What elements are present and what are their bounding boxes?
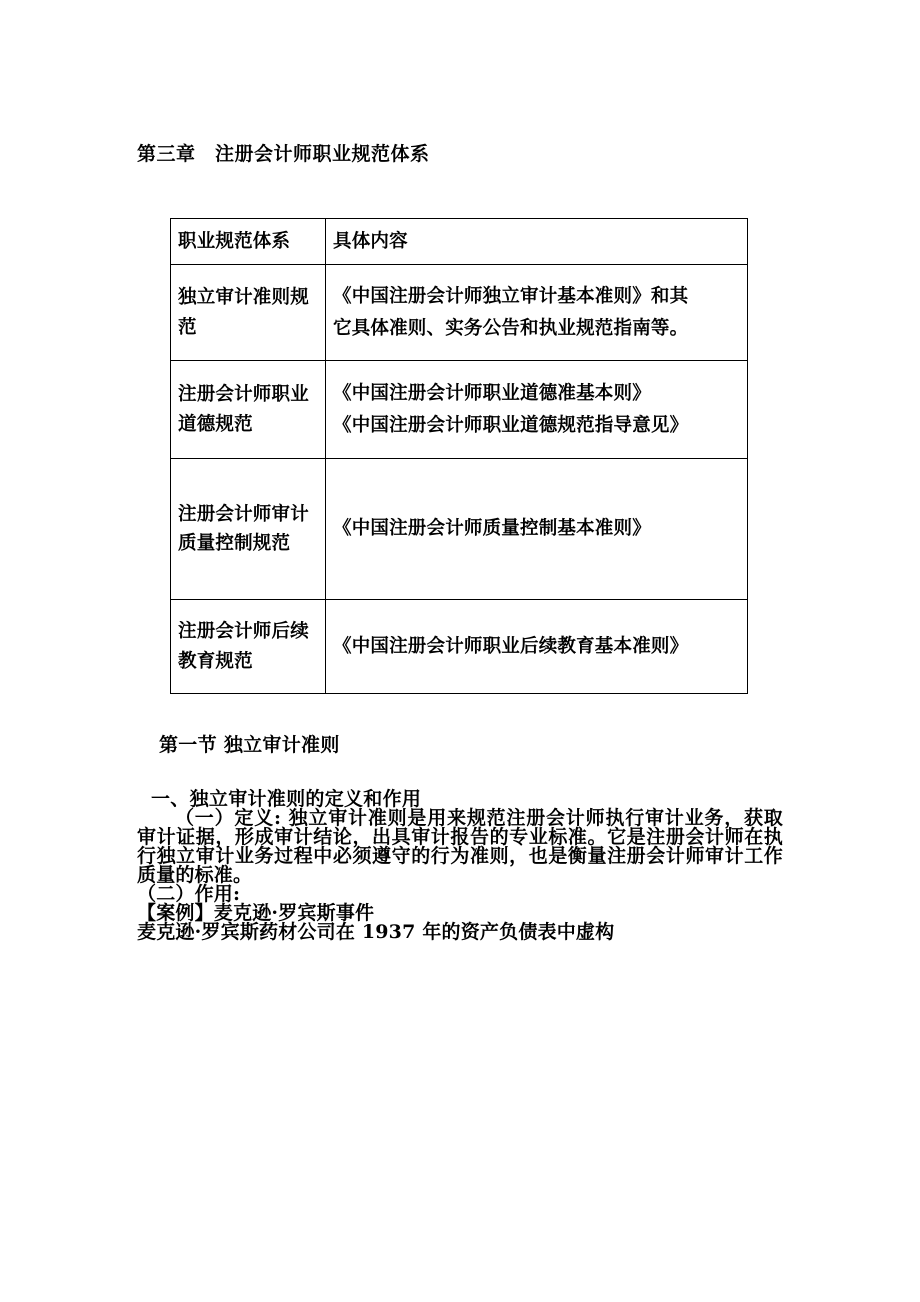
case-text: 麦克逊·罗宾斯药材公司在 1937 年的资产负债表中虚构 (137, 921, 615, 943)
table-row (171, 265, 748, 361)
table-header-row (171, 219, 748, 265)
professional-norms-table-wrapper (170, 218, 783, 694)
cell-text-line: 《中国注册会计师职业道德规范指导意见》 (333, 414, 689, 436)
table-row (171, 600, 748, 694)
function-heading: （二）作用: (137, 883, 241, 905)
table-cell-content (326, 361, 748, 459)
cell-text-line: 《中国注册会计师职业后续教育基本准则》 (333, 635, 689, 657)
table-header-category: 职业规范体系 (171, 219, 326, 265)
cell-text-line: 《中国注册会计师职业道德准基本则》 (333, 383, 651, 405)
table-cell-content (326, 265, 748, 361)
table-cell-content (326, 459, 748, 600)
table-row (171, 361, 748, 459)
professional-norms-table (170, 218, 748, 694)
cell-text-line: 《中国注册会计师独立审计基本准则》和其 (333, 286, 689, 308)
chapter-title: 第三章 注册会计师职业规范体系 (137, 143, 430, 165)
definition-paragraph: （一）定义: 独立审计准则是用来规范注册会计师执行审计业务，获取审计证据，形成审计结论，出具审计报告的专业标准。它是注册会计师在执行独立审计业务过程中必须遵守的行为准则，也是衡量注册会计师审计工作质量的标准。 (137, 807, 783, 886)
table-cell-category: 注册会计师后续教育规范 (171, 600, 326, 694)
cell-text-line: 它具体准则、实务公告和执业规范指南等。 (333, 317, 689, 339)
section-heading: 第一节 独立审计准则 (159, 734, 340, 756)
table-cell-category: 独立审计准则规范 (171, 265, 326, 361)
table-cell-category: 注册会计师职业道德规范 (171, 361, 326, 459)
table-cell-content (326, 600, 748, 694)
table-header-content: 具体内容 (326, 219, 748, 265)
case-label: 【案例】麦克逊·罗宾斯事件 (137, 902, 375, 924)
table-cell-category: 注册会计师审计质量控制规范 (171, 459, 326, 600)
cell-text-line: 《中国注册会计师质量控制基本准则》 (333, 518, 651, 540)
page-content (137, 0, 783, 942)
table-row (171, 459, 748, 600)
subsection-heading: 一、独立审计准则的定义和作用 (151, 788, 422, 810)
